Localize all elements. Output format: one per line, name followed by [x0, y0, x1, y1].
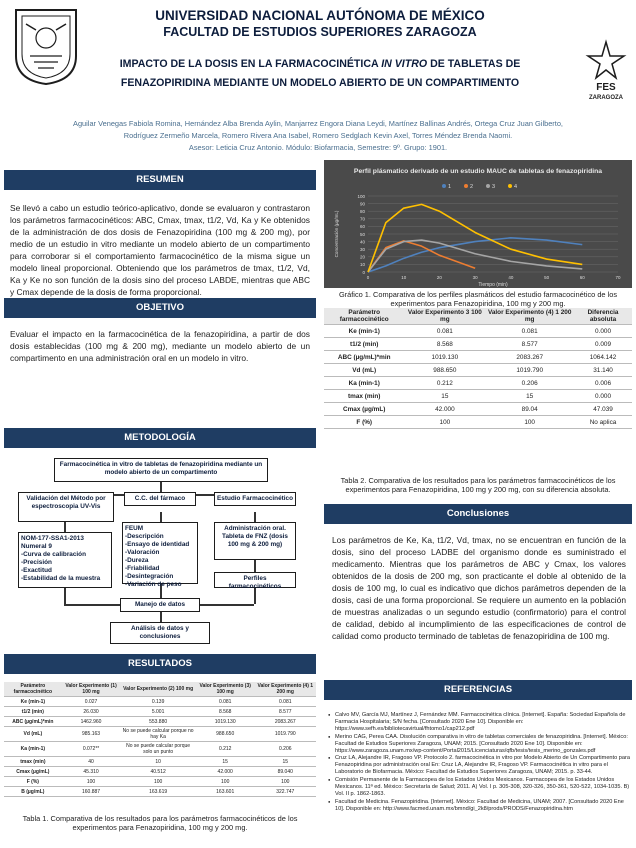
table2-cell: 100	[485, 416, 574, 429]
table1-cell: 15	[255, 757, 316, 767]
table2-cell: 89.04	[485, 403, 574, 416]
advisor-line: Asesor: Leticia Cruz Antonio. Módulo: Biofarmacia, Semestre: 9º. Grupo: 1901.	[188, 143, 448, 152]
x-tick-label: 20	[436, 275, 442, 280]
legend-label-3: 3	[492, 184, 496, 190]
table2-header-0: Parámetro farmacocinético	[324, 308, 404, 325]
referencias-header: REFERENCIAS	[324, 680, 632, 700]
chart-title: Perfil plásmatico derivado de un estudio MAUC de tabletas de fenazopiridina	[353, 168, 603, 175]
university-name: UNIVERSIDAD NACIONAL AUTÓNOMA DE MÉXICO	[155, 8, 485, 23]
table2-cell: 0.009	[574, 338, 632, 351]
table2-cell: 0.212	[404, 377, 485, 390]
table1-cell: 0.139	[120, 697, 195, 707]
table1-cell: 0.081	[255, 697, 316, 707]
table2-cell: 42.000	[404, 403, 485, 416]
flow-nom: NOM-177-SSA1-2013 Numeral 9 -Curva de calibración -Precisión -Exactitud -Estabilidad de la muestra	[18, 532, 112, 588]
table1-cell: 45.310	[62, 767, 121, 777]
table2-row	[324, 390, 632, 403]
table1-row	[4, 767, 316, 777]
table1-row	[4, 717, 316, 727]
table1-cell: 322.747	[255, 787, 316, 797]
table1-cell: 0.027	[62, 697, 121, 707]
table2-header-3: Diferencia absoluta	[574, 308, 632, 325]
resumen-header: RESUMEN	[4, 170, 316, 190]
flow-estudio: Estudio Farmacocinético	[214, 492, 296, 506]
table1-cell: 40	[62, 757, 121, 767]
resultados-header: RESULTADOS	[4, 654, 316, 674]
table2-cell: 8.568	[404, 338, 485, 351]
legend-marker-3	[486, 184, 490, 188]
table1-row	[4, 787, 316, 797]
table1-cell: 1019.130	[196, 717, 255, 727]
poster-title-line1: IMPACTO DE LA DOSIS EN LA FARMACOCINÉTICA IN VITRO DE TABLETAS DE	[119, 58, 521, 70]
table1-cell: 160.887	[62, 787, 121, 797]
reference-item: ● Calvo MV, García MJ, Martínez J, Fernández MM. Farmacocinética clínica. [Internet]. España: Sociedad Española de Farmacia Hospitalaria; S/N fecha. [Consultado 2020 Ene 10]. Disponible en: https://www.sefh.es/bibliotecavirtual/fhtomo1/cap212.pdf	[328, 712, 632, 733]
legend-label-2: 2	[470, 184, 474, 190]
x-tick-label: 30	[472, 275, 478, 280]
table1-cell: 553.880	[120, 717, 195, 727]
table1-header-3: Valor Experimento (3) 100 mg	[196, 682, 255, 697]
authors-line1: Aguilar Venegas Fabiola Romina, Hernández Alba Brenda Aylin, Manjarrez Engora Diana Leydi, Martínez Ballinas Andrés, Ortega Cruz Juan Gilberto,	[73, 119, 563, 128]
table2-cell: Cmax (µg/mL)	[324, 403, 404, 416]
reference-item: ● Facultad de Medicina. Fenazopiridina. [Internet]. México: Facultad de Medicina, UNAM; 2007. [Consultado 2020 Ene 10]. Disponible en: http://www.facmed.unam.mx/bmnd/gi_2k8/prods/PRODS/Fenazopiridina.htm	[328, 799, 632, 813]
y-tick-label: 30	[359, 247, 365, 252]
table1-cell: 10	[120, 757, 195, 767]
flow-feum: FEUM -Descripción -Ensayo de identidad -Valoración -Dureza -Friabilidad -Desintegración -Variación de peso	[122, 522, 198, 584]
table2-cell: 1019.130	[404, 351, 485, 364]
table1-cell: Cmax (µg/mL)	[4, 767, 62, 777]
y-tick-label: 50	[359, 231, 365, 237]
table1-cell: 0.081	[196, 697, 255, 707]
table1-cell: Ka (min-1)	[4, 742, 62, 757]
table2-cell: 8.577	[485, 338, 574, 351]
unam-logo	[8, 6, 84, 86]
table2-row	[324, 377, 632, 390]
table2-row	[324, 351, 632, 364]
table1-row	[4, 757, 316, 767]
plasma-profile-chart	[324, 160, 632, 288]
table2-cell: 0.006	[574, 377, 632, 390]
table1-cell: No se puede calcular porque no hay Ka	[120, 727, 195, 742]
table1-cell: F (%)	[4, 777, 62, 787]
table1-header-0: Parámetro farmacocinético	[4, 682, 62, 697]
y-tick-label: 0	[362, 269, 365, 275]
table2-cell: 2083.267	[485, 351, 574, 364]
fes-zaragoza-logo	[580, 38, 632, 102]
x-tick-label: 40	[508, 275, 514, 280]
table2-cell: 15	[404, 390, 485, 403]
y-tick-label: 90	[359, 201, 365, 207]
table2-cell: Ka (min-1)	[324, 377, 404, 390]
table1-cell: 42.000	[196, 767, 255, 777]
references-list	[328, 712, 632, 814]
table1-header-2: Valor Experimento (2) 100 mg	[120, 682, 195, 697]
table2-cell: 1019.790	[485, 364, 574, 377]
fes-logo-text: FES	[596, 82, 616, 93]
table1-cell: No se puede calcular porque solo un punto	[120, 742, 195, 757]
flow-cc: C.C. del fármaco	[124, 492, 196, 506]
x-axis-label: Tiempo (min)	[478, 282, 508, 288]
poster-title-line2: FENAZOPIRIDINA MEDIANTE UN MODELO ABIERTO DE UN COMPARTIMENTO	[120, 77, 520, 89]
reference-item: ● Comisión Permanente de la Farmacopea de los Estados Unidos Mexicanos. Farmacopea de los Estados Unidos Mexicanos. 11ª ed. México: Secretaría de Salud; 2011. A) Vol. I p. 305-308, 320-326, 350-361, 520-522, 1034-1035. B) Vol. II p. 1862-1863.	[328, 777, 632, 798]
table1-cell: t1/2 (min)	[4, 707, 62, 717]
table1-header-4: Valor Experimento (4) 1 200 mg	[255, 682, 316, 697]
table1-cell: 0.072**	[62, 742, 121, 757]
x-tick-label: 0	[366, 275, 370, 280]
y-tick-label: 100	[357, 193, 365, 199]
table2-cell: 988.650	[404, 364, 485, 377]
table1-cell: 8.577	[255, 707, 316, 717]
table1	[4, 682, 316, 797]
table1-header-1: Valor Experimento (1) 100 mg	[62, 682, 121, 697]
resumen-text: Se llevó a cabo un estudio teórico-aplicativo, donde se evaluaron y contrastaron los parámetros farmacocinéticos: ABC, Cmax, tmax, t1/2, Vd, Ka y Ke obtenidos de la administración de dos dosis de Fenazopiridina (100 mg & 200 mg), por medio de un estudio in vitro mediante un modelo abierto de un compartimento para corroborar si el comportamiento farmacocinético de la misma sigue un modelo lineal proporcional. Obteniendo que los parámetros de tmax, t1/2, Vd, Ka y Ke no son función de la dosis sino del proceso LABDE, mientras que ABC y Cmax depende de la dosis de forma proporcional.	[10, 203, 310, 297]
table2-row	[324, 325, 632, 338]
table1-cell: ABC (µg/mL)*min	[4, 717, 62, 727]
legend-marker-4	[508, 184, 512, 188]
y-tick-label: 80	[359, 209, 365, 214]
authors-line2: Rodríguez Zermeño Marcela, Romero Rivera Ana Isabel, Romero Sedglach Kevin Axel, Torres Méndez Brenda Naomi.	[123, 131, 513, 140]
table2-row	[324, 403, 632, 416]
table2-cell: F (%)	[324, 416, 404, 429]
conclusiones-header: Conclusiones	[324, 504, 632, 524]
x-tick-label: 60	[579, 275, 585, 280]
table2-caption: Tabla 2. Comparativa de los resultados para los parámetros farmacocinéticos de los experimentos para Fenazopiridina, 100 mg y 200 mg, con su diferencia absoluta.	[340, 476, 616, 494]
legend-label-1: 1	[448, 184, 452, 190]
flow-top: Farmacocinética in vitro de tabletas de fenazopiridina mediante un modelo abierto de un compartimento	[54, 458, 268, 482]
legend-label-4: 4	[514, 184, 518, 190]
table2-cell: 0.081	[404, 325, 485, 338]
table1-row	[4, 742, 316, 757]
objetivo-header: OBJETIVO	[4, 298, 316, 318]
metodologia-header: METODOLOGÍA	[4, 428, 316, 448]
y-axis-label: Concentración (µg/mL)	[334, 210, 339, 258]
x-tick-label: 50	[544, 275, 550, 280]
table1-cell: 1019.790	[255, 727, 316, 742]
table2-row	[324, 364, 632, 377]
table1-cell: 163.601	[196, 787, 255, 797]
table2	[324, 308, 632, 429]
objetivo-text: Evaluar el impacto en la farmacocinética de la fenazopiridina, a partir de dos dosis establecidas (100 mg & 200 mg), mediante un modelo abierto de un compartimento en una administración oral en un modelo in vitro.	[10, 329, 310, 363]
table2-row	[324, 416, 632, 429]
table1-cell: Vd (mL)	[4, 727, 62, 742]
table1-cell: 0.212	[196, 742, 255, 757]
table2-cell: 1064.142	[574, 351, 632, 364]
table2-cell: No aplica	[574, 416, 632, 429]
fes-logo-subtext: ZARAGOZA	[589, 95, 623, 101]
y-tick-label: 70	[359, 216, 365, 222]
table2-cell: 0.000	[574, 390, 632, 403]
table2-cell: Ke (min-1)	[324, 325, 404, 338]
table2-cell: 31.140	[574, 364, 632, 377]
y-tick-label: 60	[359, 224, 365, 230]
table1-cell: 100	[196, 777, 255, 787]
table1-caption: Tabla 1. Comparativa de los resultados para los parámetros farmacocinéticos de los experimentos para Fenazopiridina, 100 mg y 200 mg.	[22, 814, 298, 832]
chart-caption: Gráfico 1. Comparativa de los perfiles plasmáticos del estudio farmacocinético de los experimentos para Fenazopiridina, 100 mg y 200 mg.	[338, 290, 618, 308]
table2-cell: 47.039	[574, 403, 632, 416]
table2-row	[324, 338, 632, 351]
series-line-4	[368, 204, 582, 272]
table2-cell: 0.081	[485, 325, 574, 338]
table2-cell: 15	[485, 390, 574, 403]
authors-block	[40, 118, 596, 154]
reference-item: ● Merino CAG, Perea CAA. Disolución comparativa in vitro de tabletas comerciales de fenazopiridina. [Internet]. México: Facultad de Estudios Superiores Zaragoza, UNAM; 2015. [Consultado 2020 Ene 10]. Disponible en: https://www.zaragoza.unam.mx/wp-content/Portal2015/Licenciaturas/qfb/tesis/tesis_merino_gonzales.pdf	[328, 734, 632, 755]
table1-cell: 1462.960	[62, 717, 121, 727]
legend-marker-2	[464, 184, 468, 188]
table1-cell: 15	[196, 757, 255, 767]
conclusiones-text: Los parámetros de Ke, Ka, t1/2, Vd, tmax, no se encuentran en función de la dosis, sino del proceso LADBE del organismo donde es suministrado el medicamento. Mientras que los parámetros de ABC y Cmax, los valores obtenidos de la dosis de 200 mg, son practicante el doble al obtenido de la dosis de 100 mg, lo cual es indicativo que dichos parámetros dependen de la dosis, casi de una forma proporcional. Se requiere un aumento en la población de muestras analizadas o un segundo estudio (confirmatorio) para el control de calidad, debido al incumplimiento de las especificaciones de control de calidad como producto terminado de tabletas de fenazopiridina de 100 mg.	[332, 535, 626, 641]
table1-row	[4, 727, 316, 742]
table1-cell: tmax (min)	[4, 757, 62, 767]
table1-cell: Ke (min-1)	[4, 697, 62, 707]
table1-cell: 89.040	[255, 767, 316, 777]
table2-cell: 0.206	[485, 377, 574, 390]
flow-admin: Administración oral. Tableta de FNZ (dosis 100 mg & 200 mg)	[214, 522, 296, 560]
y-tick-label: 20	[359, 254, 365, 260]
table1-cell: 40.512	[120, 767, 195, 777]
table1-cell: 2083.267	[255, 717, 316, 727]
table1-cell: 26.030	[62, 707, 121, 717]
y-tick-label: 40	[359, 239, 365, 245]
x-tick-label: 70	[615, 275, 621, 280]
table2-cell: ABC (µg/mL)*min	[324, 351, 404, 364]
table2-cell: tmax (min)	[324, 390, 404, 403]
table1-cell: 988.650	[196, 727, 255, 742]
table1-cell: B (µg/mL)	[4, 787, 62, 797]
series-line-3	[368, 240, 582, 272]
table2-cell: Vd (mL)	[324, 364, 404, 377]
table1-row	[4, 777, 316, 787]
table2-cell: t1/2 (min)	[324, 338, 404, 351]
reference-item: ● Cruz LA, Alejandre IR, Fragoso VP. Protocolo 2. farmacocinética in vitro por Modelo Abierto de Un Compartimento para Fenazopiridina por administración oral En: Cruz LA, Alejandre IR, Fragoso VP. Farmacocinética in vitro para el Laboratorio de Biofarmacia. México: Facultad de Estudios Superiores Zaragoza, UNAM; 2015. p. 33-44.	[328, 755, 632, 776]
flow-perfiles: Perfiles farmacocinéticos	[214, 572, 296, 588]
table1-cell: 163.619	[120, 787, 195, 797]
table1-row	[4, 707, 316, 717]
table1-cell: 100	[62, 777, 121, 787]
table2-header-2: Valor Experimento (4) 1 200 mg	[485, 308, 574, 325]
table2-header-1: Valor Experimento 3 100 mg	[404, 308, 485, 325]
table1-cell: 100	[255, 777, 316, 787]
x-tick-label: 10	[401, 275, 407, 280]
table1-cell: 0.206	[255, 742, 316, 757]
table1-cell: 8.568	[196, 707, 255, 717]
table1-cell: 5.001	[120, 707, 195, 717]
flow-analisis: Análisis de datos y conclusiones	[110, 622, 210, 644]
faculty-name: FACULTAD DE ESTUDIOS SUPERIORES ZARAGOZA	[163, 25, 477, 39]
flow-validacion: Validación del Método por espectroscopia UV-Vis	[18, 492, 114, 522]
table2-cell: 0.000	[574, 325, 632, 338]
table1-cell: 100	[120, 777, 195, 787]
table2-cell: 100	[404, 416, 485, 429]
table1-row	[4, 697, 316, 707]
table1-cell: 985.163	[62, 727, 121, 742]
legend-marker-1	[442, 184, 446, 188]
y-tick-label: 10	[359, 262, 365, 268]
flow-manejo: Manejo de datos	[120, 598, 200, 612]
